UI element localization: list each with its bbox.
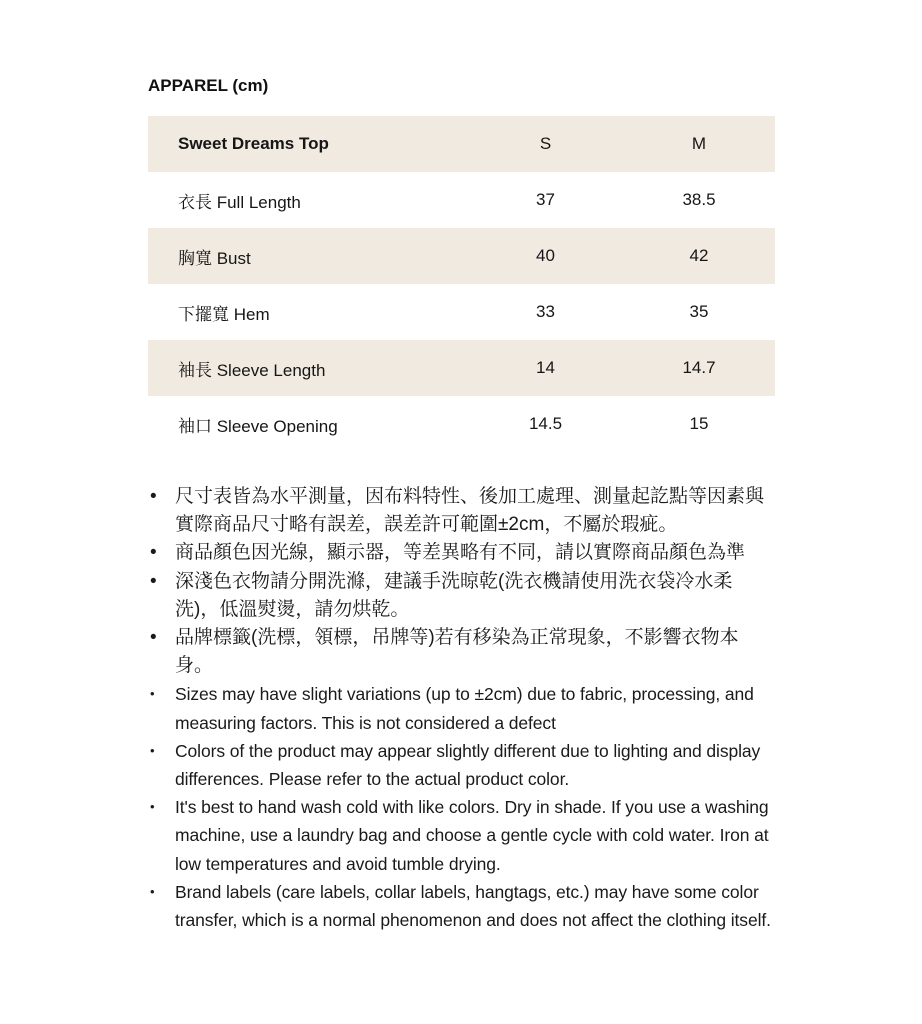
size-column-s: S — [539, 134, 552, 153]
note-item-zh-washing — [148, 568, 775, 624]
note-item-en-labels — [148, 878, 775, 934]
care-notes-list — [148, 483, 775, 934]
note-item-zh-color — [148, 539, 775, 567]
measurement-value-m: 35 — [689, 302, 709, 321]
note-text: 深淺色衣物請分開洗滌，建議手洗晾乾(洗衣機請使用洗衣袋冷水柔洗)，低溫熨燙，請勿烘乾。 — [175, 570, 733, 620]
bullet-icon: • — [150, 883, 155, 899]
size-column-m: M — [691, 134, 707, 153]
note-text: 商品顏色因光線，顯示器，等差異略有不同，請以實際商品顏色為準 — [175, 542, 746, 564]
measurement-label: 袖口 Sleeve Opening — [178, 416, 338, 436]
note-item-en-measurement — [148, 680, 775, 736]
bullet-icon: • — [150, 799, 155, 815]
measurement-value-s: 37 — [536, 190, 555, 209]
note-item-en-washing — [148, 793, 775, 878]
measurement-value-s: 14.5 — [528, 414, 563, 433]
table-row-sleeve-length — [148, 340, 775, 396]
note-item-zh-labels — [148, 624, 775, 680]
measurement-value-s: 14 — [536, 358, 555, 377]
measurement-label: 袖長 Sleeve Length — [178, 360, 326, 380]
bullet-icon: • — [150, 486, 157, 507]
page-title: APPAREL (cm) — [148, 76, 269, 95]
note-text: Brand labels (care labels, collar labels, hangtags, etc.) may have some color transfer, which is a normal phenomenon and does not affect the clothing itself. — [175, 881, 771, 931]
note-text: It's best to hand wash cold with like colors. Dry in shade. If you use a washing machine, use a laundry bag and choose a gentle cycle with cold water. Iron at low temperatures and avoid tumble drying. — [175, 797, 769, 874]
measurement-label: 下擺寬 Hem — [178, 304, 270, 324]
measurement-label: 胸寬 Bust — [178, 248, 251, 268]
measurement-value-m: 42 — [689, 246, 709, 265]
note-text: Sizes may have slight variations (up to ±2cm) due to fabric, processing, and measuring factors. This is not considered a defect — [175, 684, 754, 733]
size-table-header-row — [148, 116, 775, 172]
table-row-sleeve-opening — [148, 396, 775, 452]
note-text: 品牌標籤(洗標，領標，吊牌等)若有移染為正常現象，不影響衣物本身。 — [175, 627, 739, 677]
bullet-icon: • — [150, 542, 157, 564]
size-table — [148, 116, 775, 452]
measurement-value-m: 38.5 — [682, 190, 716, 209]
table-row-bust — [148, 228, 775, 284]
note-text: Colors of the product may appear slightly different due to lighting and display differences. Please refer to the actual product color. — [175, 740, 761, 790]
measurement-value-m: 15 — [689, 414, 709, 433]
bullet-icon: • — [150, 570, 157, 592]
bullet-icon: • — [150, 686, 155, 702]
measurement-value-m: 14.7 — [682, 358, 716, 377]
table-row-full-length — [148, 172, 775, 228]
note-text: 尺寸表皆為水平測量，因布料特性、後加工處理、測量起訖點等因素與實際商品尺寸略有誤差，誤差許可範圍±2cm，不屬於瑕疵。 — [175, 486, 765, 536]
measurement-label: 衣長 Full Length — [178, 192, 301, 212]
measurement-value-s: 33 — [536, 302, 555, 321]
table-row-hem — [148, 284, 775, 340]
bullet-icon: • — [150, 627, 157, 649]
product-name: Sweet Dreams Top — [178, 134, 329, 153]
note-item-en-color — [148, 737, 775, 793]
bullet-icon: • — [150, 742, 155, 758]
note-item-zh-measurement — [148, 483, 775, 539]
measurement-value-s: 40 — [536, 246, 555, 265]
